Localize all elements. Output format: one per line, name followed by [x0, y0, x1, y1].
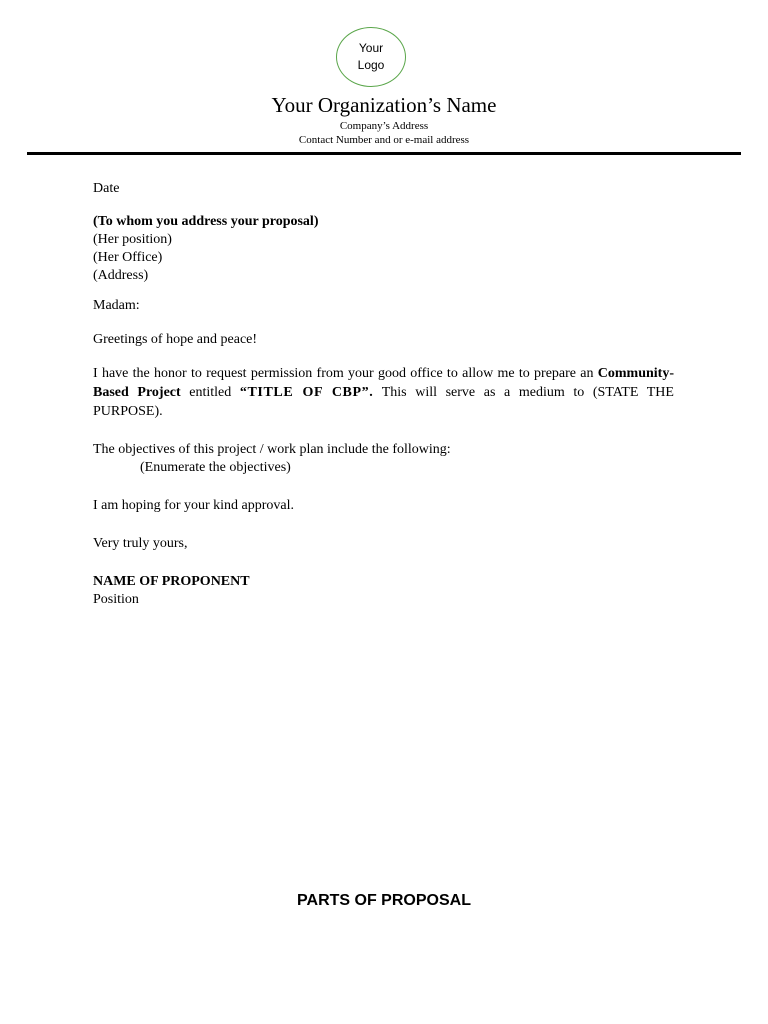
logo-text-line1: Your — [358, 41, 384, 55]
contact-info: Contact Number and or e-mail address — [298, 134, 470, 146]
proponent-position: Position — [93, 592, 139, 607]
parts-of-proposal-heading: PARTS OF PROPOSAL — [297, 892, 471, 909]
request-text-part3: This will serve as a medium to (STATE THE PURPOSE). — [93, 385, 674, 419]
company-address: Company’s Address — [339, 120, 429, 132]
logo-placeholder — [336, 27, 406, 87]
closing: Very truly yours, — [93, 536, 188, 551]
header-divider — [27, 152, 741, 155]
request-text-part2: entitled — [180, 385, 240, 400]
objectives-intro: The objectives of this project / work plan include the following: — [93, 442, 451, 457]
recipient-name: (To whom you address your proposal) — [93, 214, 319, 229]
request-paragraph — [93, 364, 674, 421]
recipient-address: (Address) — [93, 268, 149, 283]
project-title: “TITLE OF CBP”. — [239, 385, 374, 400]
signature-block — [93, 573, 674, 609]
greeting: Greetings of hope and peace! — [93, 332, 258, 347]
letter-date: Date — [93, 181, 120, 196]
recipient-position: (Her position) — [93, 232, 172, 247]
approval-line: I am hoping for your kind approval. — [93, 498, 295, 513]
request-text-part1: I have the honor to request permission from your good office to allow me to prepare an — [93, 366, 598, 381]
project-type: Community-Based Project — [93, 366, 674, 400]
objectives-item: (Enumerate the objectives) — [140, 460, 291, 475]
proponent-name: NAME OF PROPONENT — [93, 574, 250, 589]
recipient-block — [93, 213, 674, 285]
objectives-block — [93, 441, 674, 477]
recipient-office: (Her Office) — [93, 250, 163, 265]
salutation: Madam: — [93, 298, 140, 313]
organization-name: Your Organization’s Name — [271, 93, 497, 117]
logo-text-line2: Logo — [357, 58, 385, 72]
